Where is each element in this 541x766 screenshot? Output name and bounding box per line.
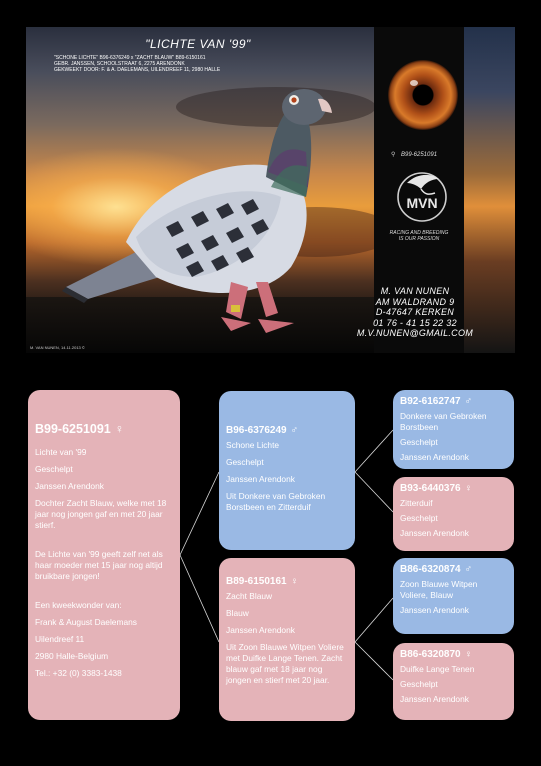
- description: Dochter Zacht Blauw, welke met 18 jaar nog jongen gaf en met 20 jaar stierf.: [35, 498, 167, 530]
- pedigree-box-mm: [393, 643, 514, 720]
- pigeon-color: Geschelpt: [400, 513, 438, 523]
- caption-line: GEKWEEKT DOOR: F. & A. DAELEMANS, UILENDREEF 11, 2980 HALLE: [54, 67, 221, 73]
- description: Uit Zoon Blauwe Witpen Voliere met Duifke Lange Tenen. Zacht blauw gaf met 18 jaar nog jongen en stierf met 20 jaar.: [226, 642, 344, 685]
- pigeon-color: Geschelpt: [226, 457, 264, 467]
- ring-number: B99-6251091 ♀: [35, 422, 125, 436]
- slogan-line: RACING AND BREEDING: [389, 230, 449, 236]
- pin-icon: ⚲: [391, 152, 396, 158]
- pedigree-box-mother: [219, 558, 355, 721]
- contact-phone: 01 76 - 41 15 22 32: [373, 317, 457, 328]
- breeder-street: Uilendreef 11: [35, 634, 85, 644]
- pigeon-name: Donkere van Gebroken Borstbeen: [400, 411, 487, 432]
- contact-city: D-47647 KERKEN: [375, 307, 455, 317]
- photo-title: "LICHTE VAN '99": [145, 37, 251, 51]
- pigeon-origin: Janssen Arendonk: [400, 605, 469, 615]
- male-icon: ♂: [464, 564, 473, 575]
- contact-email: M.V.NUNEN@GMAIL.COM: [356, 328, 474, 338]
- female-icon: ♀: [464, 649, 473, 660]
- pigeon-origin: Janssen Arendonk: [226, 474, 295, 484]
- breeder-heading: Een kweekwonder van:: [35, 600, 122, 610]
- pigeon-color: Geschelpt: [35, 464, 73, 474]
- pigeon-name: Zacht Blauw: [226, 591, 273, 601]
- photo-copyright: M. VAN NUNEN, 14.11.2013 ©: [30, 345, 85, 350]
- pigeon-origin: Janssen Arendonk: [226, 625, 295, 635]
- female-icon: ♀: [464, 483, 473, 494]
- pigeon-name: Zoon Blauwe Witpen Voliere, Blauw: [400, 579, 478, 600]
- breeder-city: 2980 Halle-Belgium: [35, 651, 109, 661]
- pigeon-name: Lichte van '99: [35, 447, 87, 457]
- caption-line: "SCHONE LICHTE" B96-6376249 x "ZACHT BLAUW" B89-6150161: [54, 55, 206, 61]
- pedigree-box-mf: [393, 558, 514, 634]
- female-icon: ♀: [290, 576, 299, 587]
- male-icon: ♂: [290, 425, 299, 436]
- female-icon: ♀: [114, 422, 125, 436]
- pigeon-color: Geschelpt: [400, 679, 438, 689]
- caption-line: GEBR. JANSSEN, SCHOOLSTRAAT 6, 2275 ARENDONK: [54, 61, 185, 67]
- pigeon-color: Geschelpt: [400, 437, 438, 447]
- pedigree-box-father: [219, 391, 355, 550]
- pigeon-origin: Janssen Arendonk: [400, 452, 469, 462]
- pigeon-color: Blauw: [226, 608, 249, 618]
- ring-number: B93-6440376 ♀: [400, 483, 473, 494]
- breeder-name: Frank & August Daelemans: [35, 617, 137, 627]
- logo-wordmark: MVN: [406, 195, 438, 211]
- ring-number: B86-6320870 ♀: [400, 649, 473, 660]
- ring-number: B86-6320874 ♂: [400, 564, 473, 575]
- pigeon-name: Duifke Lange Tenen: [400, 664, 475, 674]
- description: De Lichte van '99 geeft zelf net als haar moeder met 15 jaar nog altijd bruikbare jongen!: [35, 549, 163, 581]
- pedigree-box-fm: [393, 477, 514, 551]
- contact-name: M. VAN NUNEN: [380, 286, 450, 296]
- pigeon-name: Schone Lichte: [226, 440, 280, 450]
- ring-number: B89-6150161 ♀: [226, 576, 299, 587]
- pigeon-origin: Janssen Arendonk: [400, 528, 469, 538]
- ring-number: B92-6162747 ♂: [400, 396, 473, 407]
- pigeon-origin: Janssen Arendonk: [400, 694, 469, 704]
- pedigree-box-main: [28, 390, 180, 720]
- breeder-phone: Tel.: +32 (0) 3383-1438: [35, 668, 122, 678]
- description: Uit Donkere van Gebroken Borstbeen en Zitterduif: [226, 491, 326, 512]
- male-icon: ♂: [464, 396, 473, 407]
- pedigree-box-ff: [393, 390, 514, 469]
- ring-number: B96-6376249 ♂: [226, 425, 299, 436]
- pigeon-name: Zitterduif: [400, 498, 433, 508]
- pigeon-origin: Janssen Arendonk: [35, 481, 104, 491]
- slogan-line: IS OUR PASSION: [398, 236, 440, 242]
- side-ring-number: B99-6251091: [401, 152, 438, 158]
- contact-street: AM WALDRAND 9: [375, 296, 455, 307]
